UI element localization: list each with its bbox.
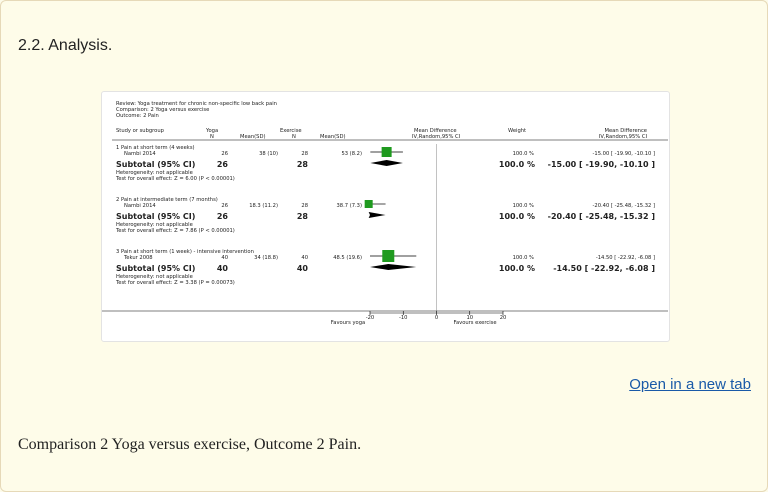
figure-caption: Comparison 2 Yoga versus exercise, Outcome 2 Pain. <box>18 436 362 453</box>
exercise-mean: 38.7 (7.3) <box>336 203 362 209</box>
subtotal-label: Subtotal (95% CI) <box>116 160 196 169</box>
yoga-mean: 18.3 (11.2) <box>249 203 278 209</box>
md-ci: -15.00 [ -19.90, -10.10 ] <box>592 151 655 157</box>
section-title: 2.2. Analysis. <box>18 37 113 54</box>
subtotal-exercise-n: 40 <box>296 264 308 273</box>
yoga-n: 40 <box>221 255 228 261</box>
overall-effect: Test for overall effect: Z = 3.38 (P = 0.00073) <box>116 280 235 286</box>
weight: 100.0 % <box>512 255 534 261</box>
md-ci: -20.40 [ -25.48, -15.32 ] <box>592 203 655 209</box>
subtotal-exercise-n: 28 <box>296 212 308 221</box>
study-box <box>365 200 373 208</box>
subtotal-weight: 100.0 % <box>498 264 535 273</box>
forest-plot-figure <box>101 91 670 342</box>
exercise-mean: 53 (8.2) <box>341 151 362 157</box>
col-exercise-n: N <box>292 134 296 140</box>
subtotal-md-ci: -20.40 [ -25.48, -15.32 ] <box>547 212 655 221</box>
exercise-n: 28 <box>301 203 308 209</box>
col-md: Mean Difference <box>414 128 457 134</box>
exercise-n: 28 <box>301 151 308 157</box>
overall-effect: Test for overall effect: Z = 6.00 (P < 0.00001) <box>116 176 235 182</box>
subtotal-diamond <box>369 212 386 218</box>
col-md-sub: IV,Random,95% CI <box>412 134 461 140</box>
x-tick-label: 10 <box>466 315 474 321</box>
yoga-mean: 34 (18.8) <box>254 255 278 261</box>
yoga-mean: 38 (10) <box>259 151 278 157</box>
exercise-mean: 48.5 (19.6) <box>333 255 362 261</box>
favours-exercise-label: Favours exercise <box>453 320 497 326</box>
weight: 100.0 % <box>512 203 534 209</box>
heterogeneity: Heterogeneity: not applicable <box>116 222 193 228</box>
yoga-n: 26 <box>221 203 228 209</box>
heterogeneity: Heterogeneity: not applicable <box>116 274 193 280</box>
group-title: 2 Pain at intermediate term (7 months) <box>116 197 218 203</box>
subtotal-diamond <box>370 264 416 270</box>
col-yoga: Yoga <box>206 128 219 134</box>
group-title: 1 Pain at short term (4 weeks) <box>116 145 195 151</box>
favours-yoga-label: Favours yoga <box>330 320 366 326</box>
col-exercise-mean: Mean(SD) <box>320 134 346 140</box>
x-tick-label: 20 <box>499 315 507 321</box>
subtotal-yoga-n: 26 <box>216 160 228 169</box>
col-yoga-mean: Mean(SD) <box>240 134 266 140</box>
outcome-header: Outcome: 2 Pain <box>116 113 159 119</box>
col-md2-sub: IV,Random,95% CI <box>598 134 647 140</box>
subtotal-md-ci: -14.50 [ -22.92, -6.08 ] <box>553 264 655 273</box>
col-md2: Mean Difference <box>604 128 647 134</box>
subtotal-label: Subtotal (95% CI) <box>116 264 196 273</box>
study-name: Tekur 2008 <box>124 255 153 261</box>
forest-plot-svg <box>102 92 669 341</box>
x-tick-label: -20 <box>365 315 375 321</box>
group-2 <box>115 197 655 234</box>
subtotal-weight: 100.0 % <box>498 160 535 169</box>
subtotal-diamond <box>370 160 403 166</box>
yoga-n: 26 <box>221 151 228 157</box>
group-title: 3 Pain at short term (1 week) - intensive intervention <box>116 249 254 255</box>
study-box <box>382 147 392 157</box>
col-yoga-n: N <box>210 134 214 140</box>
study-name: Nambi 2014 <box>124 151 156 157</box>
x-tick-label: 0 <box>434 315 439 321</box>
subtotal-yoga-n: 40 <box>216 264 228 273</box>
overall-effect: Test for overall effect: Z = 7.86 (P < 0.00001) <box>116 228 235 234</box>
subtotal-md-ci: -15.00 [ -19.90, -10.10 ] <box>547 160 655 169</box>
col-exercise: Exercise <box>280 128 302 134</box>
exercise-n: 40 <box>301 255 308 261</box>
subtotal-weight: 100.0 % <box>498 212 535 221</box>
study-name: Nambi 2014 <box>124 203 156 209</box>
weight: 100.0 % <box>512 151 534 157</box>
open-in-new-tab-link[interactable]: Open in a new tab <box>629 376 751 393</box>
comparison-header: Comparison: 2 Yoga versus exercise <box>116 107 210 113</box>
subtotal-yoga-n: 26 <box>216 212 228 221</box>
study-box <box>382 250 394 262</box>
plot-marks <box>365 144 437 311</box>
subtotal-exercise-n: 28 <box>296 160 308 169</box>
heterogeneity: Heterogeneity: not applicable <box>116 170 193 176</box>
review-header: Review: Yoga treatment for chronic non-specific low back pain <box>116 101 277 107</box>
x-tick-label: -10 <box>399 315 408 321</box>
subtotal-label: Subtotal (95% CI) <box>116 212 196 221</box>
col-weight: Weight <box>508 128 527 134</box>
md-ci: -14.50 [ -22.92, -6.08 ] <box>595 255 655 261</box>
col-study: Study or subgroup <box>116 128 164 134</box>
